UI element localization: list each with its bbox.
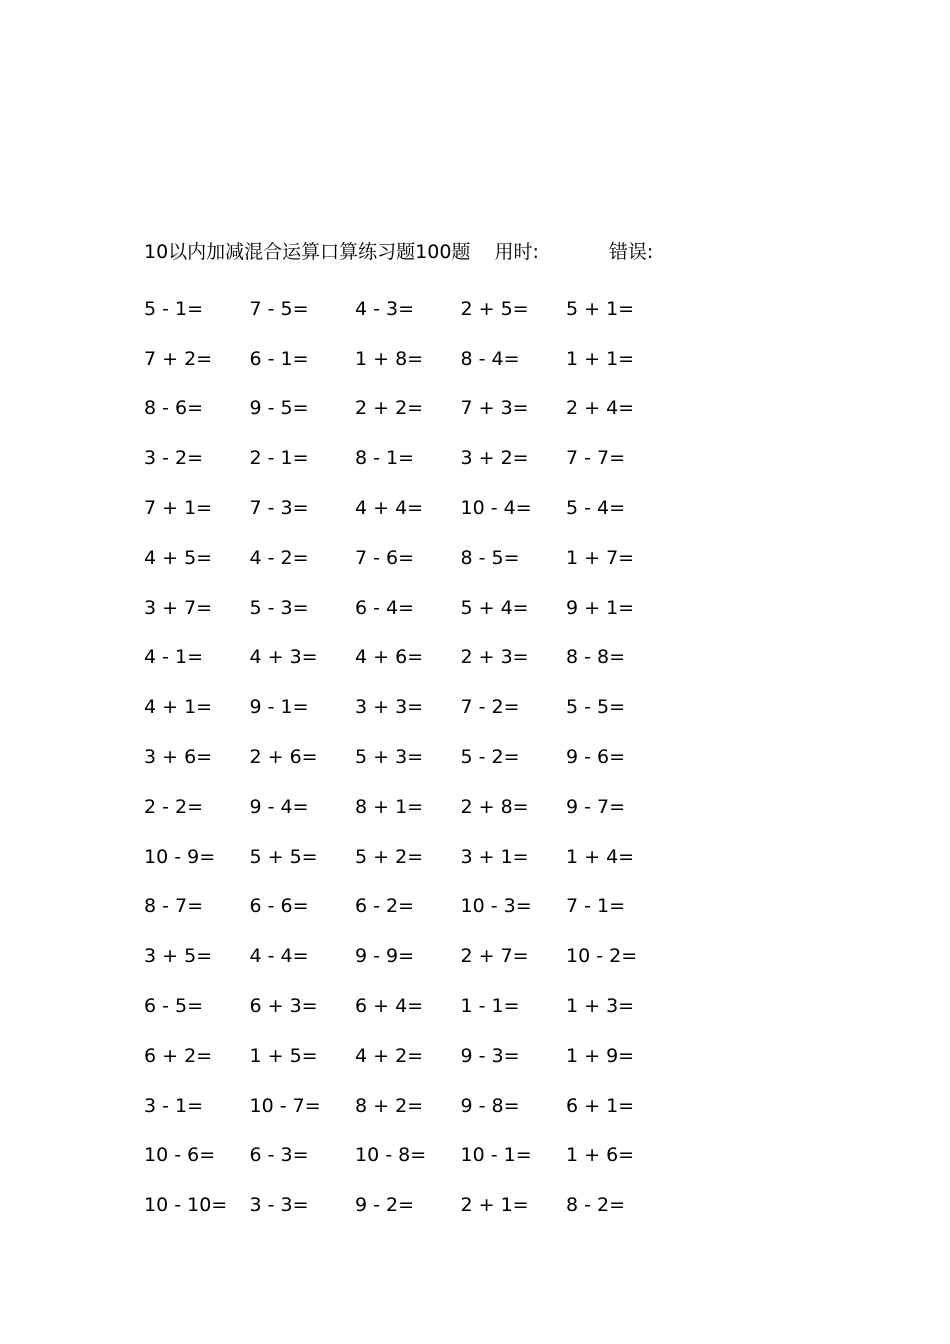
problem-row bbox=[144, 433, 704, 483]
problem-row bbox=[144, 583, 704, 633]
problem-item: 7 + 2= bbox=[144, 347, 213, 370]
problem-item: 4 + 4= bbox=[355, 497, 424, 520]
problem-item: 6 - 6= bbox=[249, 895, 309, 918]
problem-row bbox=[144, 334, 704, 384]
problem-item: 8 - 4= bbox=[460, 347, 520, 370]
problem-item: 2 + 3= bbox=[460, 646, 529, 669]
problem-item: 6 - 2= bbox=[355, 895, 415, 918]
problem-item: 9 - 2= bbox=[355, 1194, 415, 1217]
problem-item: 3 + 2= bbox=[460, 447, 529, 470]
problem-item: 8 - 6= bbox=[144, 397, 204, 420]
problem-item: 8 - 1= bbox=[355, 447, 415, 470]
problem-item: 2 + 4= bbox=[566, 397, 635, 420]
problem-row bbox=[144, 832, 704, 882]
problem-item: 5 - 1= bbox=[144, 297, 204, 320]
problem-item: 1 + 8= bbox=[355, 347, 424, 370]
problem-item: 4 + 3= bbox=[249, 646, 318, 669]
problem-item: 9 - 5= bbox=[249, 397, 309, 420]
problem-item: 3 - 1= bbox=[144, 1094, 204, 1117]
problem-item: 4 + 6= bbox=[355, 646, 424, 669]
time-label: 用时: bbox=[494, 240, 539, 263]
problem-item: 1 + 5= bbox=[249, 1044, 318, 1067]
problem-row bbox=[144, 1081, 704, 1131]
problem-item: 5 - 5= bbox=[566, 696, 626, 719]
problem-item: 5 + 5= bbox=[249, 845, 318, 868]
problem-item: 10 - 8= bbox=[355, 1144, 427, 1167]
problem-item: 10 - 9= bbox=[144, 845, 216, 868]
problem-item: 5 - 2= bbox=[460, 746, 520, 769]
problem-row bbox=[144, 483, 704, 533]
problem-row bbox=[144, 782, 704, 832]
problem-item: 6 - 3= bbox=[249, 1144, 309, 1167]
problem-item: 6 + 2= bbox=[144, 1044, 213, 1067]
problem-row bbox=[144, 682, 704, 732]
problem-item: 5 + 1= bbox=[566, 297, 635, 320]
problem-item: 1 + 7= bbox=[566, 546, 635, 569]
problem-item: 4 + 5= bbox=[144, 546, 213, 569]
problem-item: 8 - 2= bbox=[566, 1194, 626, 1217]
problem-item: 7 - 1= bbox=[566, 895, 626, 918]
problem-item: 9 - 6= bbox=[566, 746, 626, 769]
problem-item: 8 - 7= bbox=[144, 895, 204, 918]
problem-item: 7 - 3= bbox=[249, 497, 309, 520]
problem-item: 4 - 2= bbox=[249, 546, 309, 569]
problem-item: 2 - 2= bbox=[144, 795, 204, 818]
problem-row bbox=[144, 732, 704, 782]
problem-item: 6 - 1= bbox=[249, 347, 309, 370]
problem-item: 5 - 3= bbox=[249, 596, 309, 619]
problem-item: 9 - 8= bbox=[460, 1094, 520, 1117]
problem-item: 1 + 4= bbox=[566, 845, 635, 868]
problem-item: 7 - 7= bbox=[566, 447, 626, 470]
problem-row bbox=[144, 1131, 704, 1181]
problem-row bbox=[144, 882, 704, 932]
problem-item: 5 + 2= bbox=[355, 845, 424, 868]
problem-item: 3 + 3= bbox=[355, 696, 424, 719]
problem-item: 6 - 5= bbox=[144, 995, 204, 1018]
problem-item: 6 + 1= bbox=[566, 1094, 635, 1117]
problem-item: 10 - 3= bbox=[460, 895, 532, 918]
problem-item: 9 - 7= bbox=[566, 795, 626, 818]
problem-item: 7 - 2= bbox=[460, 696, 520, 719]
problem-item: 2 + 5= bbox=[460, 297, 529, 320]
problem-item: 10 - 2= bbox=[566, 945, 638, 968]
problem-item: 5 - 4= bbox=[566, 497, 626, 520]
problem-item: 5 + 4= bbox=[460, 596, 529, 619]
problem-item: 6 + 4= bbox=[355, 995, 424, 1018]
problem-item: 7 + 3= bbox=[460, 397, 529, 420]
problem-item: 9 - 1= bbox=[249, 696, 309, 719]
problem-item: 9 + 1= bbox=[566, 596, 635, 619]
error-label: 错误: bbox=[608, 240, 654, 263]
problem-row bbox=[144, 931, 704, 981]
problem-item: 8 + 2= bbox=[355, 1094, 424, 1117]
problem-item: 7 - 5= bbox=[249, 297, 309, 320]
worksheet-title: 10以内加减混合运算口算练习题100题 bbox=[144, 240, 471, 263]
problem-item: 6 + 3= bbox=[249, 995, 318, 1018]
problem-item: 2 + 8= bbox=[460, 795, 529, 818]
problem-item: 10 - 10= bbox=[144, 1194, 228, 1217]
problem-item: 1 + 3= bbox=[566, 995, 635, 1018]
problem-item: 2 + 2= bbox=[355, 397, 424, 420]
problem-grid bbox=[144, 284, 704, 1230]
problem-item: 6 - 4= bbox=[355, 596, 415, 619]
problem-item: 8 - 5= bbox=[460, 546, 520, 569]
problem-item: 3 - 2= bbox=[144, 447, 204, 470]
problem-row bbox=[144, 633, 704, 683]
problem-item: 1 + 1= bbox=[566, 347, 635, 370]
problem-item: 2 + 6= bbox=[249, 746, 318, 769]
problem-item: 7 + 1= bbox=[144, 497, 213, 520]
problem-row bbox=[144, 981, 704, 1031]
problem-item: 10 - 4= bbox=[460, 497, 532, 520]
problem-item: 7 - 6= bbox=[355, 546, 415, 569]
problem-item: 1 + 6= bbox=[566, 1144, 635, 1167]
problem-item: 4 + 2= bbox=[355, 1044, 424, 1067]
problem-item: 10 - 7= bbox=[249, 1094, 321, 1117]
problem-item: 10 - 1= bbox=[460, 1144, 532, 1167]
problem-item: 3 + 1= bbox=[460, 845, 529, 868]
problem-item: 9 - 4= bbox=[249, 795, 309, 818]
problem-item: 4 - 4= bbox=[249, 945, 309, 968]
problem-row bbox=[144, 533, 704, 583]
problem-row bbox=[144, 384, 704, 434]
problem-item: 2 + 7= bbox=[460, 945, 529, 968]
problem-item: 5 + 3= bbox=[355, 746, 424, 769]
problem-item: 1 - 1= bbox=[460, 995, 520, 1018]
problem-row bbox=[144, 284, 704, 334]
problem-row bbox=[144, 1180, 704, 1230]
problem-item: 3 + 6= bbox=[144, 746, 213, 769]
problem-item: 8 + 1= bbox=[355, 795, 424, 818]
problem-item: 4 - 1= bbox=[144, 646, 204, 669]
problem-item: 1 + 9= bbox=[566, 1044, 635, 1067]
problem-item: 3 + 5= bbox=[144, 945, 213, 968]
problem-item: 8 - 8= bbox=[566, 646, 626, 669]
problem-item: 4 + 1= bbox=[144, 696, 213, 719]
problem-item: 3 + 7= bbox=[144, 596, 213, 619]
problem-item: 10 - 6= bbox=[144, 1144, 216, 1167]
problem-item: 3 - 3= bbox=[249, 1194, 309, 1217]
problem-item: 2 - 1= bbox=[249, 447, 309, 470]
problem-item: 9 - 3= bbox=[460, 1044, 520, 1067]
problem-item: 9 - 9= bbox=[355, 945, 415, 968]
problem-item: 2 + 1= bbox=[460, 1194, 529, 1217]
problem-row bbox=[144, 1031, 704, 1081]
worksheet-header bbox=[144, 236, 653, 264]
problem-item: 4 - 3= bbox=[355, 297, 415, 320]
